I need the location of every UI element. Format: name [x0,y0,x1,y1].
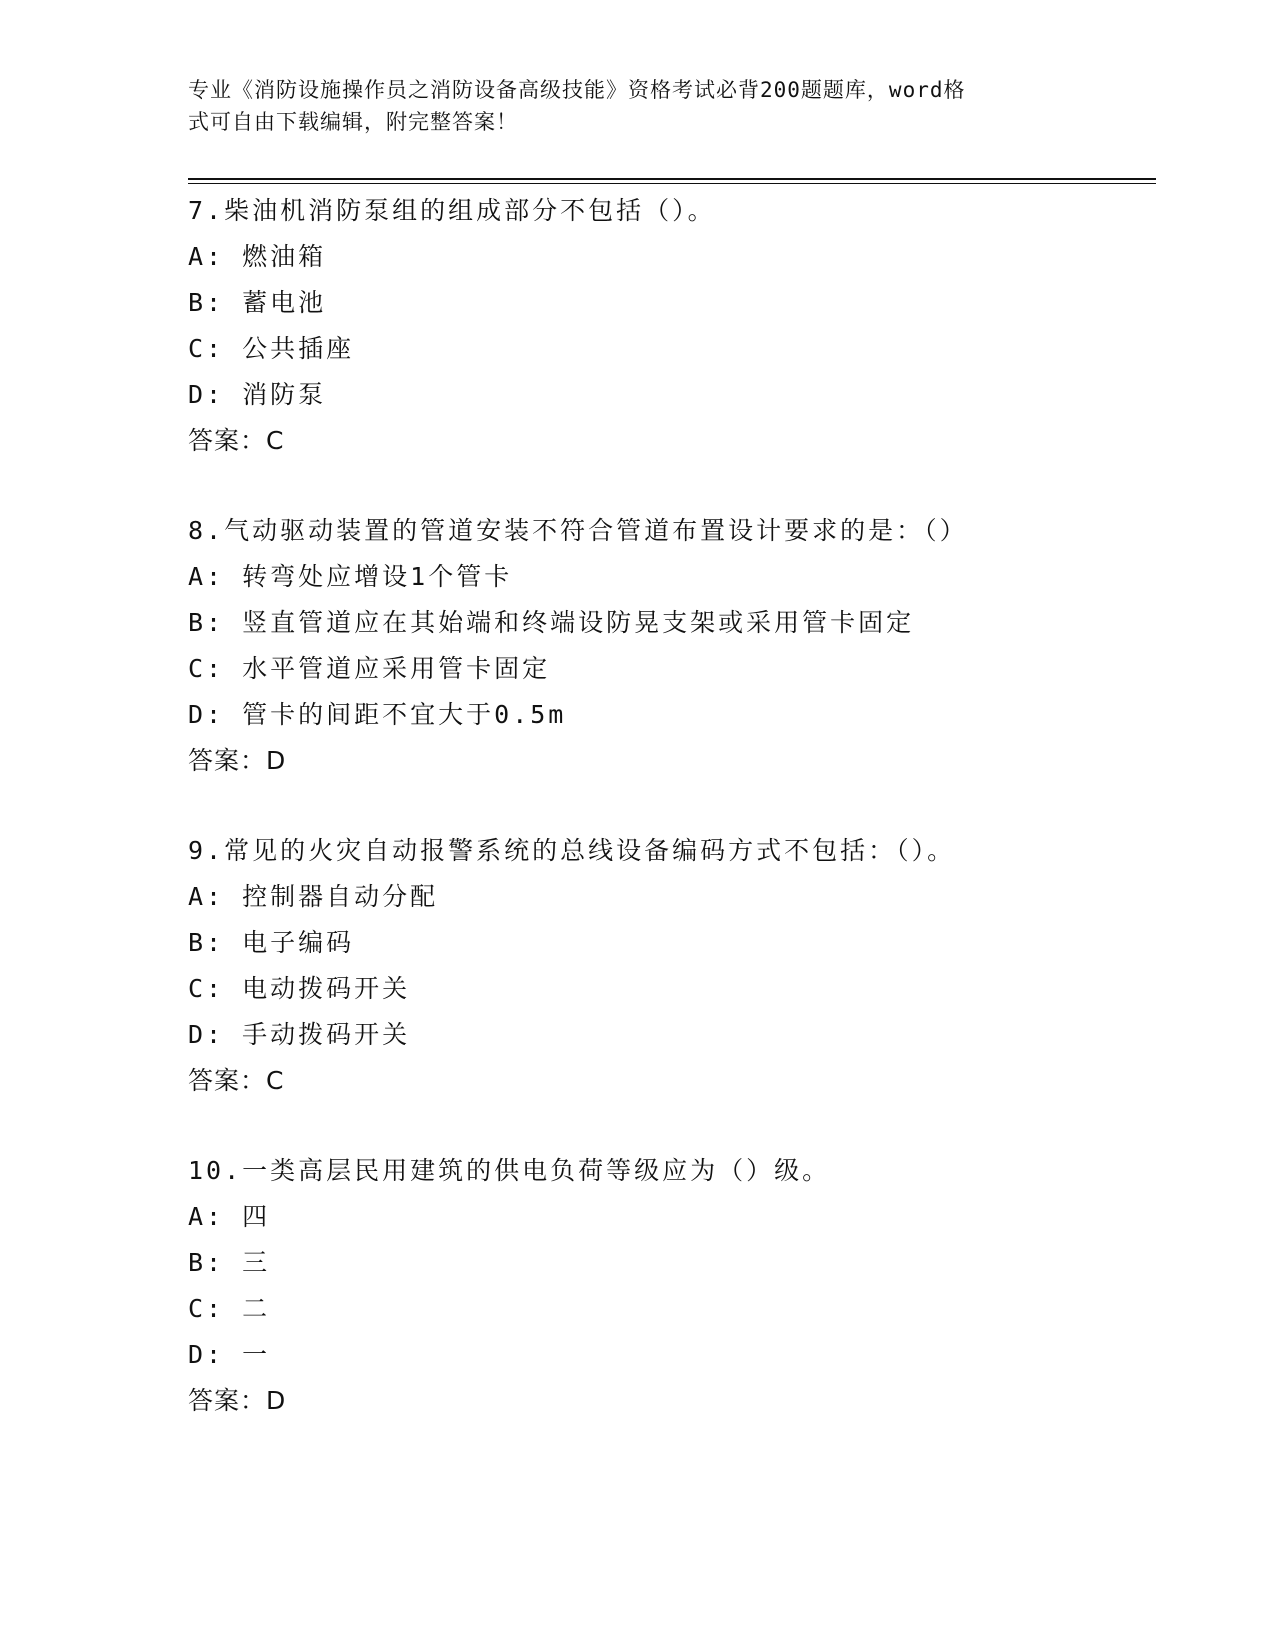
option-d: D: 手动拨码开关 [188,1020,411,1049]
option-b: B: 三 [188,1248,271,1277]
option-c: C: 电动拨码开关 [188,974,411,1003]
question-10 [188,1148,1148,1468]
question-list [188,188,1148,1468]
option-d: D: 消防泵 [188,380,327,409]
question-stem: 7.柴油机消防泵组的组成部分不包括（）。 [188,196,716,225]
option-c: C: 二 [188,1294,271,1323]
option-a: A: 转弯处应增设1个管卡 [188,562,513,591]
header-divider-thin [188,183,1156,184]
answer-line: 答案：C [188,1066,285,1095]
option-c: C: 公共插座 [188,334,355,363]
question-stem: 9.常见的火灾自动报警系统的总线设备编码方式不包括：（）。 [188,836,956,865]
header-line-2: 式可自由下载编辑，附完整答案！ [188,110,518,134]
question-stem: 8.气动驱动装置的管道安装不符合管道布置设计要求的是：（） [188,516,968,545]
option-b: B: 电子编码 [188,928,355,957]
question-7 [188,188,1148,508]
answer-line: 答案：C [188,426,285,455]
header-line-1: 专业《消防设施操作员之消防设备高级技能》资格考试必背200题题库，word格 [188,78,966,102]
option-d: D: 一 [188,1340,271,1369]
answer-line: 答案：D [188,1386,287,1415]
option-a: A: 控制器自动分配 [188,882,439,911]
question-stem: 10.一类高层民用建筑的供电负荷等级应为（）级。 [188,1156,831,1185]
answer-line: 答案：D [188,746,287,775]
option-a: A: 燃油箱 [188,242,327,271]
option-d: D: 管卡的间距不宜大于0.5m [188,700,567,729]
option-b: B: 蓄电池 [188,288,327,317]
option-a: A: 四 [188,1202,271,1231]
option-b: B: 竖直管道应在其始端和终端设防晃支架或采用管卡固定 [188,608,915,637]
option-c: C: 水平管道应采用管卡固定 [188,654,551,683]
header-divider-thick [188,178,1156,180]
document-header [188,74,1088,138]
question-8 [188,508,1148,828]
question-9 [188,828,1148,1148]
